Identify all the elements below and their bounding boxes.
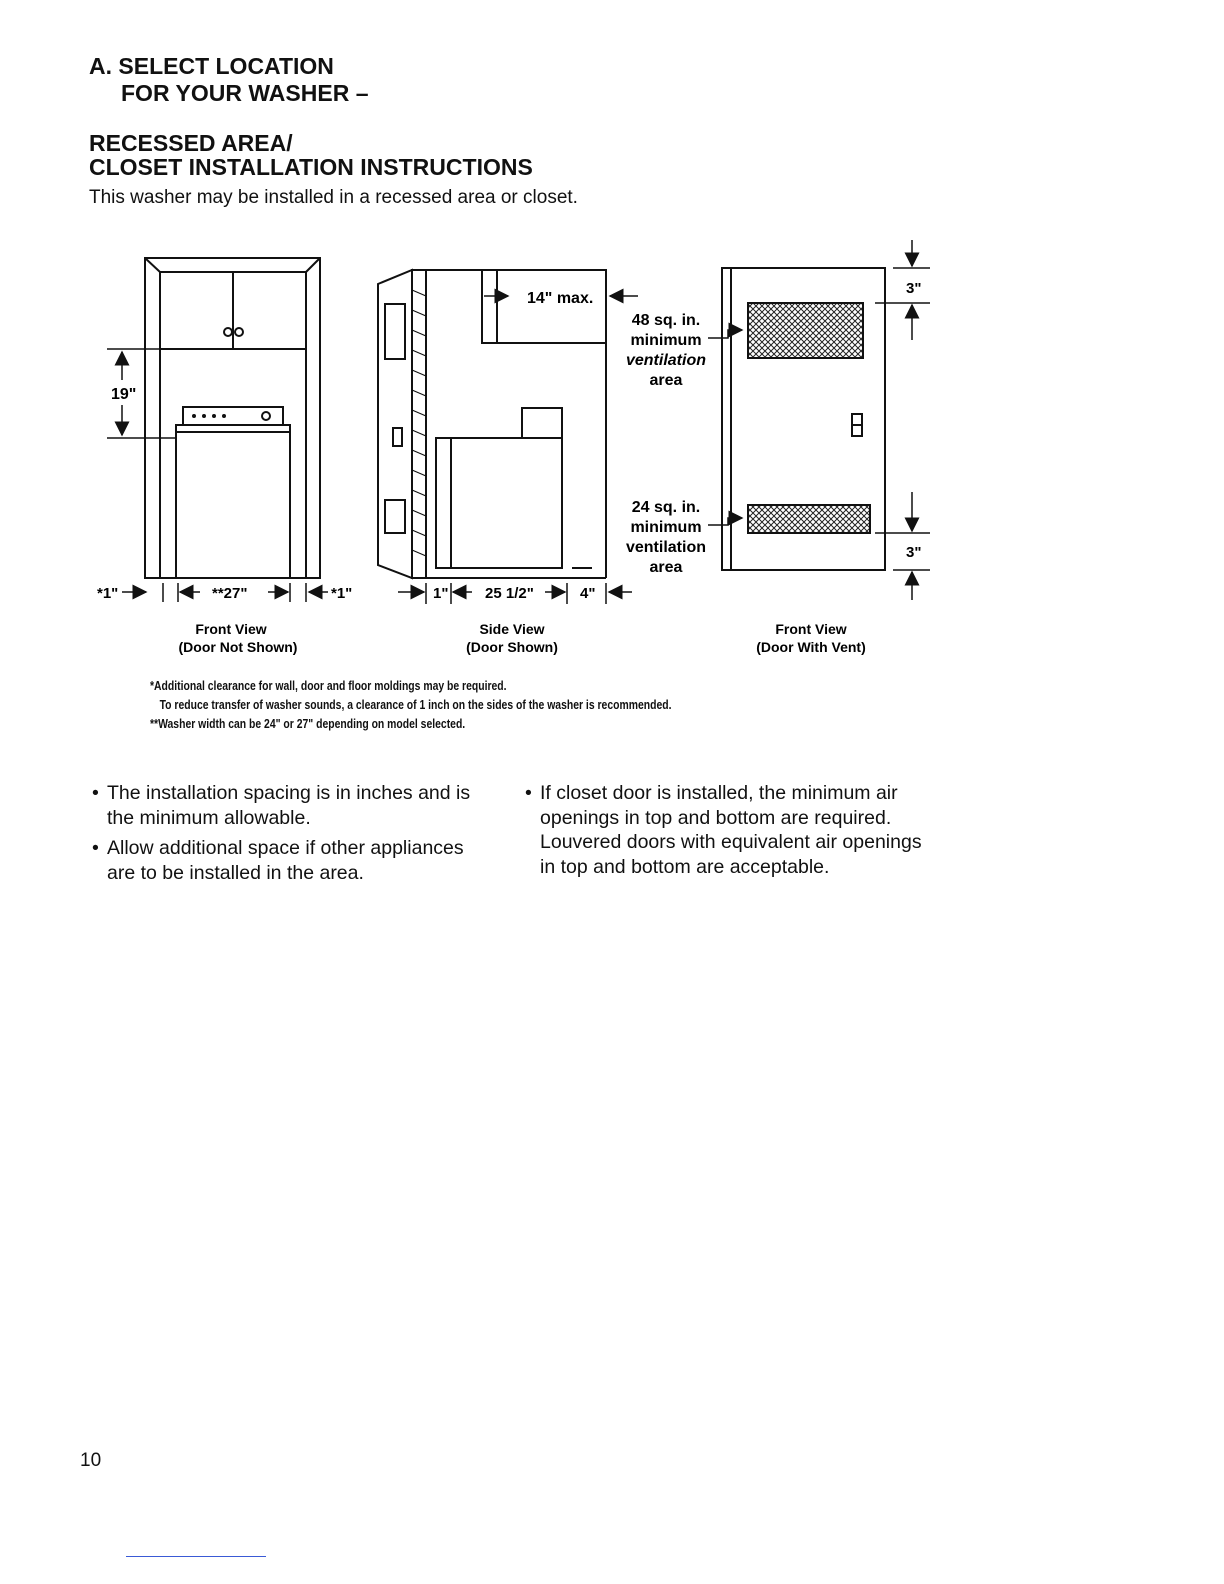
washer-side-body [436,438,562,568]
bottom-vent-size: 24 sq. in. [631,499,701,516]
right-bullet-list [525,781,925,885]
left-bullet-list [92,781,492,891]
right-clearance-label: *1" [331,585,353,602]
front-view-drawing [145,258,320,578]
door-lower-louver [385,500,405,533]
front-clearance-label: 4" [580,585,596,602]
footnote-2: To reduce transfer of washer sounds, a clearance of 1 inch on the sides of the washer is recommended. [159,697,672,712]
depth-label: 25 1/2" [485,585,534,602]
front-view-subcaption: (Door Not Shown) [178,639,298,655]
intro-text: This washer may be installed in a recessed area or closet. [89,187,578,208]
list-item: • The installation spacing is in inches and is the minimum allowable. [92,781,492,830]
width-label: **27" [212,585,248,602]
vent-view-subcaption: (Door With Vent) [756,639,866,655]
top-vent-line-2: minimum [630,332,702,349]
bottom-vent-line-3: ventilation [625,539,707,556]
console-buttons [192,414,226,418]
front-view-caption: Front View [195,621,267,637]
rear-clearance-label: 1" [433,585,449,602]
washer-dial [262,412,270,420]
left-clearance-label: *1" [97,585,119,602]
vent-door-drawing [722,268,885,570]
list-item: • Allow additional space if other appliances are to be installed in the area. [92,836,492,885]
page-number: 10 [80,1450,102,1471]
bottom-gap-label: 3" [906,544,922,561]
top-vent-line-4: area [649,372,683,389]
washer-body [176,425,290,578]
door-knob [393,428,402,446]
list-item: • If closet door is installed, the minimum air openings in top and bottom are required. Louvered doors with equivalent air openings in top and bottom are acceptable. [525,781,925,879]
shelf-label: 14" max. [527,290,594,307]
vent-gap-dimensions [875,240,930,600]
door-hatching [412,290,426,556]
vent-leader-lines [708,330,742,525]
washer-side-console [522,408,562,438]
bottom-vent-grille [748,505,870,533]
section-title-line-1: A. SELECT LOCATION [89,53,334,79]
vent-view-caption: Front View [775,621,847,637]
side-view-drawing [378,270,606,578]
top-vent-grille [748,303,863,358]
cabinet-knob-left [224,328,232,336]
diagram-footnotes [150,676,671,733]
side-view-subcaption: (Door Shown) [466,639,558,655]
bottom-vent-line-2: minimum [630,519,702,536]
side-view-caption: Side View [479,621,545,637]
door-upper-louver [385,304,405,359]
installation-diagram [0,0,1224,700]
footnote-3: **Washer width can be 24" or 27" depending on model selected. [150,716,466,731]
door-jamb [412,270,426,578]
top-vent-size: 48 sq. in. [631,312,701,329]
subsection-title-line-2: CLOSET INSTALLATION INSTRUCTIONS [89,154,533,180]
subsection-title-line-1: RECESSED AREA/ [89,130,293,156]
bottom-vent-line-4: area [649,559,683,576]
footnote-1: *Additional clearance for wall, door and floor moldings may be required. [150,678,507,693]
cabinet-knob-right [235,328,243,336]
footer-rule [126,1556,266,1557]
height-label: 19" [111,386,137,403]
section-title-line-2: FOR YOUR WASHER – [121,80,369,106]
top-vent-line-3: ventilation [625,352,707,369]
open-door [378,270,412,578]
washer-console [183,407,283,425]
top-gap-label: 3" [906,280,922,297]
